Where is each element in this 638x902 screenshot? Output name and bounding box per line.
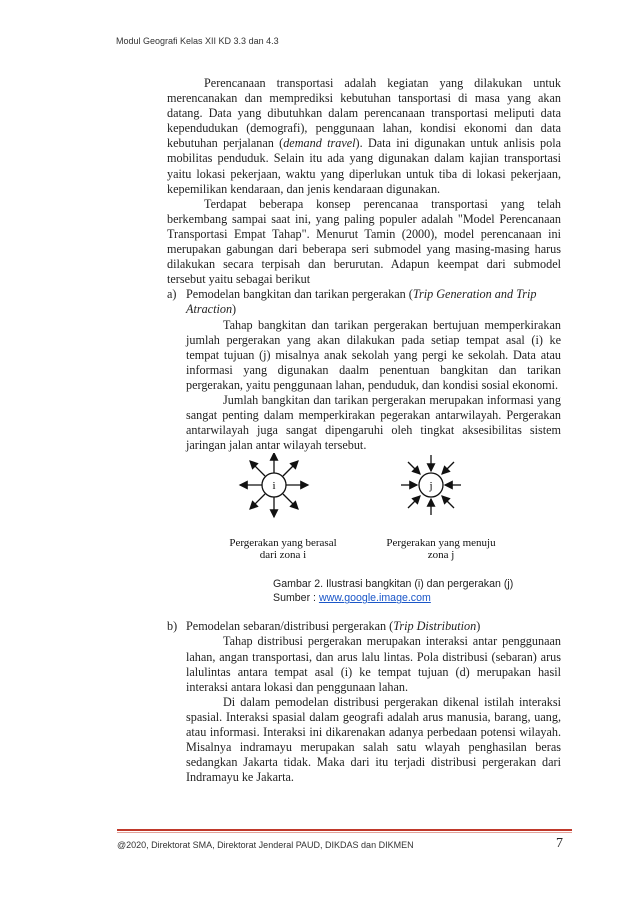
- destination-caption: [376, 537, 506, 561]
- footer-rule-thin: [117, 832, 572, 833]
- item-a-title-text: Pemodelan bangkitan dan tarikan pergerakan (: [186, 287, 413, 302]
- intro-emphasis: demand travel: [283, 136, 356, 151]
- origin-caption-line-1: Pergerakan yang berasal: [229, 537, 337, 550]
- origin-caption: [218, 537, 348, 561]
- item-a-paragraph-1: Tahap bangkitan dan tarikan pergerakan bertujuan memperkirakan jumlah pergerakan yang akan dilakukan pada setiap tempat asal (i) ke tempat tujuan (j) misalnya anak sekolah yang pergi ke sekolah. Data atau informasi yang digunakan daalm penentuan bangkitan dan tarikan pergerakan, yaitu penggunaan lahan, penduduk, dan kondisi sosial ekonomi.: [186, 317, 561, 392]
- destination-caption-line-1: Pergerakan yang menuju: [386, 537, 496, 550]
- intro-paragraph: [167, 76, 561, 197]
- list-item-a-body: [186, 318, 561, 454]
- list-item-b: [167, 619, 561, 785]
- list-marker-b: b): [167, 619, 178, 634]
- figure-caption: [273, 577, 561, 605]
- origin-caption-line-2: dari zona i: [259, 549, 307, 562]
- item-b-paragraph-1: Tahap distribusi pergerakan merupakan interaksi antar penggunaan lahan, angan transportasi, dan arus lalu lintas. Pola distribusi (sebaran) arus lalulintas antara tempat asal (i) ke tempat tujuan (d) merupakan hasil interaksi antara lokasi dan penggunaan lahan.: [186, 634, 561, 694]
- page-header: Modul Geografi Kelas XII KD 3.3 dan 4.3: [116, 36, 279, 46]
- list-item-a-heading: [167, 287, 561, 317]
- list-marker-a: a): [167, 287, 177, 302]
- item-b-paragraph-2: Di dalam pemodelan distribusi pergerakan dikenal istilah interaksi spasial. Interaksi spasial dalam geografi adalah arus manusia, barang, uang, atau informasi. Interaksi ini dikarenakan adanya perbedaan potensi wilayah. Misalnya indramayu merupakan salah satu wlayah penghasilan beras sedangkan Jakarta tidak. Maka dari itu terjadi distribusi pergerakan dari Indramayu ke Jakarta.: [186, 694, 561, 785]
- concept-paragraph: Terdapat beberapa konsep perencanaa transportasi yang telah berkembang sampai saat ini, yang paling populer adalah "Model Perencanaan Transportasi Empat Tahap". Menurut Tamin (2000), model perencanaan ini merupakan gabungan dari beberapa seri submodel yang masing-masing harus dilakukan secara terpisah dan berurutan. Adapun keempat dari submodel tersebut yaitu sebagai berikut: [167, 196, 561, 287]
- list-item-b-heading: [167, 619, 561, 634]
- source-link[interactable]: www.google.image.com: [318, 592, 431, 605]
- intro-text-2: ). Data ini digunakan untuk anlisis pola mobilitas penduduk. Selain itu ada yang digunakan dalam kajian transportasi yaitu lokasi pekerjaan, waktu yang diperlukan untuk tiba di lokasi pekerjaan, kepemilikan kendaraan, dan jenis kendaraan digunakan.: [167, 136, 562, 196]
- zone-j-label: j: [429, 480, 433, 493]
- item-a-title-close: ): [232, 302, 237, 317]
- list-item-b-title: [186, 619, 561, 634]
- destination-caption-line-2: zona j: [427, 549, 455, 562]
- origin-zone-diagram: [240, 453, 308, 517]
- footer-rule: [117, 829, 572, 831]
- item-a-paragraph-2: Jumlah bangkitan dan tarikan pergerakan merupakan informasi yang sangat penting dalam memperkirakan pegerakan antarwilayah. Pergerakan antarwilayah juga sangat dipengaruhi oleh tingkat aksesibilitas sistem jaringan jalan antar wilayah tersebut.: [186, 392, 561, 453]
- page-footer: @2020, Direktorat SMA, Direktorat Jenderal PAUD, DIKDAS dan DIKMEN: [117, 840, 414, 850]
- page-number: 7: [556, 836, 563, 851]
- caption-text: Gambar 2. Ilustrasi bangkitan (i) dan pergerakan (j): [273, 578, 514, 591]
- item-a-title-emphasis: Trip Generation and Trip Atraction: [186, 287, 537, 317]
- figure-illustration: [186, 453, 561, 577]
- item-b-title-emphasis: Trip Distribution: [393, 619, 477, 634]
- item-b-title-text: Pemodelan sebaran/distribusi pergerakan (: [186, 619, 394, 634]
- destination-zone-diagram: [401, 455, 461, 515]
- intro-text-1: Perencanaan transportasi adalah kegiatan yang dilakukan untuk merencanakan dan memprediksi kebutuhan tansportasi di masa yang akan datang. Data yang dibutuhkan dalam perencanaan transportasi meliputi data kependudukan (demografi), penggunaan lahan, kondisi ekonomi dan data kebutuhan perjalanan (: [167, 76, 561, 151]
- zone-i-label: i: [272, 480, 276, 493]
- item-b-title-close: ): [476, 619, 481, 634]
- source-label: Sumber :: [273, 592, 319, 605]
- list-item-b-body: [186, 634, 561, 785]
- list-item-a-title: [186, 287, 561, 317]
- caption-source: [273, 591, 561, 605]
- list-item-a: [167, 287, 561, 453]
- main-content: [167, 76, 561, 785]
